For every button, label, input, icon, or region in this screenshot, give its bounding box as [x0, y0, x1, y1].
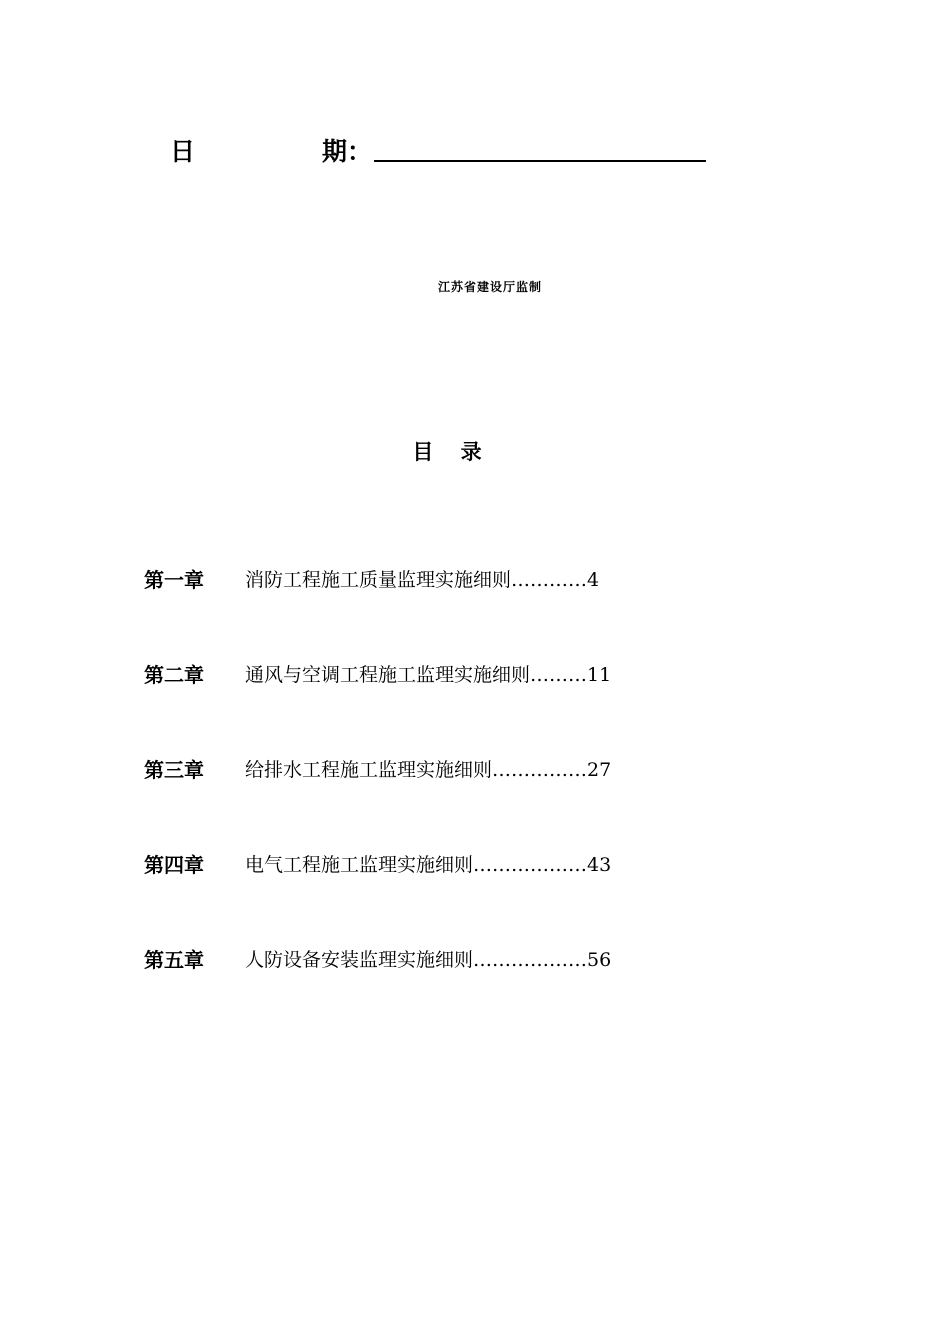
toc-chapter: 第五章: [144, 948, 204, 972]
supervisor-text: 江苏省建设厅监制: [437, 280, 542, 294]
toc-item: [144, 849, 844, 944]
toc-entry: 消防工程施工质量监理实施细则…………4: [245, 569, 600, 591]
toc-item: [144, 564, 844, 659]
toc-entry: 给排水工程施工监理实施细则……………27: [245, 759, 612, 781]
toc-title: 目 录: [412, 440, 492, 464]
toc-item: [144, 944, 844, 1039]
toc-chapter: 第四章: [144, 853, 204, 877]
date-field: [170, 132, 710, 168]
toc-chapter: 第二章: [144, 663, 204, 687]
toc-item: [144, 659, 844, 754]
date-label-first: 日: [170, 137, 196, 166]
date-label-second: 期：: [322, 137, 373, 166]
toc-chapter: 第一章: [144, 568, 204, 592]
toc-list: [144, 564, 844, 1039]
toc-entry: 人防设备安装监理实施细则………………56: [245, 949, 612, 971]
toc-chapter: 第三章: [144, 758, 204, 782]
toc-entry: 电气工程施工监理实施细则………………43: [245, 854, 612, 876]
toc-entry: 通风与空调工程施工监理实施细则………11: [245, 664, 612, 686]
date-blank-line: [374, 160, 706, 162]
toc-item: [144, 754, 844, 849]
